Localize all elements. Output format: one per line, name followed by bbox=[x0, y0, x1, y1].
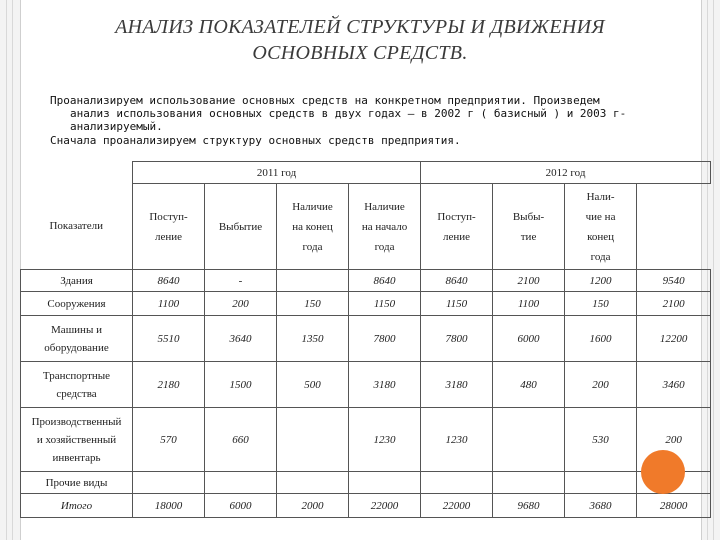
row-label-line: и хозяйственный bbox=[36, 433, 117, 446]
cell: 2100 bbox=[637, 292, 711, 316]
header-text: ление bbox=[443, 230, 471, 243]
title-line-2: ОСНОВНЫХ СРЕДСТВ. bbox=[252, 42, 468, 64]
header-text: Выбы- bbox=[512, 210, 545, 223]
header-2012-end bbox=[565, 184, 637, 270]
header-text: ление bbox=[154, 230, 183, 243]
row-label bbox=[21, 408, 133, 472]
border-line bbox=[713, 0, 714, 540]
cell: 570 bbox=[133, 408, 205, 472]
header-text: года bbox=[302, 240, 323, 253]
structure-paragraph: Сначала проанализируем структуру основных средств предприятия. bbox=[50, 134, 461, 147]
cell: 3180 bbox=[349, 362, 421, 408]
year-2011-header: 2011 год bbox=[133, 162, 421, 184]
cell: 12200 bbox=[637, 316, 711, 362]
header-text: Нали- bbox=[586, 190, 615, 203]
header-text: Поступ- bbox=[149, 210, 188, 223]
cell: 200 bbox=[637, 408, 711, 472]
cell: 8640 bbox=[133, 270, 205, 292]
cell: 7800 bbox=[421, 316, 493, 362]
header-text: на начало bbox=[361, 220, 408, 233]
cell: 1230 bbox=[349, 408, 421, 472]
cell: 3180 bbox=[421, 362, 493, 408]
cell bbox=[493, 472, 565, 494]
header-text: тие bbox=[520, 230, 537, 243]
cell: 150 bbox=[565, 292, 637, 316]
header-text: Наличие bbox=[292, 200, 333, 213]
row-label-line: Транспортные bbox=[42, 369, 111, 382]
cell: 8640 bbox=[421, 270, 493, 292]
cell: 3680 bbox=[565, 494, 637, 518]
cell: 6000 bbox=[493, 316, 565, 362]
intro-line-3: анализируемый. bbox=[70, 120, 163, 133]
cell: 28000 bbox=[637, 494, 711, 518]
row-label: Сооружения bbox=[21, 292, 133, 316]
header-2011-end bbox=[277, 184, 349, 270]
cell: 530 bbox=[565, 408, 637, 472]
slide-title bbox=[40, 14, 680, 66]
row-label bbox=[21, 316, 133, 362]
cell: 1100 bbox=[133, 292, 205, 316]
cell bbox=[493, 408, 565, 472]
cell: 200 bbox=[565, 362, 637, 408]
header-2011-outflow: Выбытие bbox=[205, 184, 277, 270]
year-2012-header: 2012 год bbox=[421, 162, 711, 184]
cell bbox=[277, 408, 349, 472]
cell: 150 bbox=[277, 292, 349, 316]
row-label: Здания bbox=[21, 270, 133, 292]
cell: 2100 bbox=[493, 270, 565, 292]
header-2012-start bbox=[349, 184, 421, 270]
left-decorative-border bbox=[0, 0, 21, 540]
cell: 1150 bbox=[349, 292, 421, 316]
header-indicators: Показатели bbox=[21, 184, 133, 270]
table-row bbox=[21, 472, 711, 494]
cell: 1350 bbox=[277, 316, 349, 362]
row-label bbox=[21, 362, 133, 408]
border-line bbox=[6, 0, 7, 540]
table-row-total bbox=[21, 494, 711, 518]
cell: 500 bbox=[277, 362, 349, 408]
header-text: конец bbox=[587, 230, 615, 243]
column-header-row bbox=[21, 184, 711, 270]
cell: 1100 bbox=[493, 292, 565, 316]
cell: 6000 bbox=[205, 494, 277, 518]
cell: 5510 bbox=[133, 316, 205, 362]
row-label-line: Машины и bbox=[51, 323, 102, 336]
table-row bbox=[21, 362, 711, 408]
header-text: Поступ- bbox=[437, 210, 476, 223]
cell: 1500 bbox=[205, 362, 277, 408]
header-2011-inflow bbox=[133, 184, 205, 270]
intro-line-2: анализ использования основных средств в двух годах – в 2002 г ( базисный ) и 2003 г- bbox=[70, 107, 627, 120]
cell: - bbox=[205, 270, 277, 292]
cell: 7800 bbox=[349, 316, 421, 362]
cell bbox=[349, 472, 421, 494]
cell bbox=[277, 270, 349, 292]
row-label-line: инвентарь bbox=[52, 451, 101, 464]
header-text: Наличие bbox=[364, 200, 405, 213]
cell: 1150 bbox=[421, 292, 493, 316]
cell: 1600 bbox=[565, 316, 637, 362]
cell: 2180 bbox=[133, 362, 205, 408]
cell: 22000 bbox=[421, 494, 493, 518]
table-row bbox=[21, 408, 711, 472]
cell: 22000 bbox=[349, 494, 421, 518]
table-row bbox=[21, 292, 711, 316]
cell: 1230 bbox=[421, 408, 493, 472]
cell: 3460 bbox=[637, 362, 711, 408]
cell: 660 bbox=[205, 408, 277, 472]
cell bbox=[133, 472, 205, 494]
cell: 1200 bbox=[565, 270, 637, 292]
table-row bbox=[21, 316, 711, 362]
empty-corner-cell bbox=[21, 162, 133, 184]
row-label-line: оборудование bbox=[44, 341, 109, 354]
cell: 18000 bbox=[133, 494, 205, 518]
header-text: года bbox=[590, 250, 611, 263]
row-label-line: средства bbox=[56, 387, 97, 400]
cell bbox=[277, 472, 349, 494]
header-2012-inflow bbox=[421, 184, 493, 270]
cell bbox=[565, 472, 637, 494]
cell: 200 bbox=[205, 292, 277, 316]
row-label-line: Производственный bbox=[31, 415, 122, 428]
header-2012-outflow bbox=[493, 184, 565, 270]
intro-line-1: Проанализируем использование основных средств на конкретном предприятии. Произведем bbox=[50, 94, 600, 107]
header-text: на конец bbox=[292, 220, 333, 233]
orange-decorative-circle bbox=[641, 450, 685, 494]
header-text: чие на bbox=[585, 210, 616, 223]
cell: 2000 bbox=[277, 494, 349, 518]
cell: 3640 bbox=[205, 316, 277, 362]
year-header-row bbox=[21, 162, 711, 184]
title-line-1: АНАЛИЗ ПОКАЗАТЕЛЕЙ СТРУКТУРЫ И ДВИЖЕНИЯ bbox=[115, 16, 605, 38]
cell: 9680 bbox=[493, 494, 565, 518]
cell: 9540 bbox=[637, 270, 711, 292]
table-row bbox=[21, 270, 711, 292]
row-label-total: Итого bbox=[21, 494, 133, 518]
cell bbox=[421, 472, 493, 494]
border-line bbox=[12, 0, 13, 540]
fixed-assets-table bbox=[20, 161, 711, 518]
header-text: года bbox=[374, 240, 395, 253]
row-label: Прочие виды bbox=[21, 472, 133, 494]
intro-paragraph bbox=[50, 94, 670, 133]
cell: 480 bbox=[493, 362, 565, 408]
cell: 8640 bbox=[349, 270, 421, 292]
cell bbox=[205, 472, 277, 494]
